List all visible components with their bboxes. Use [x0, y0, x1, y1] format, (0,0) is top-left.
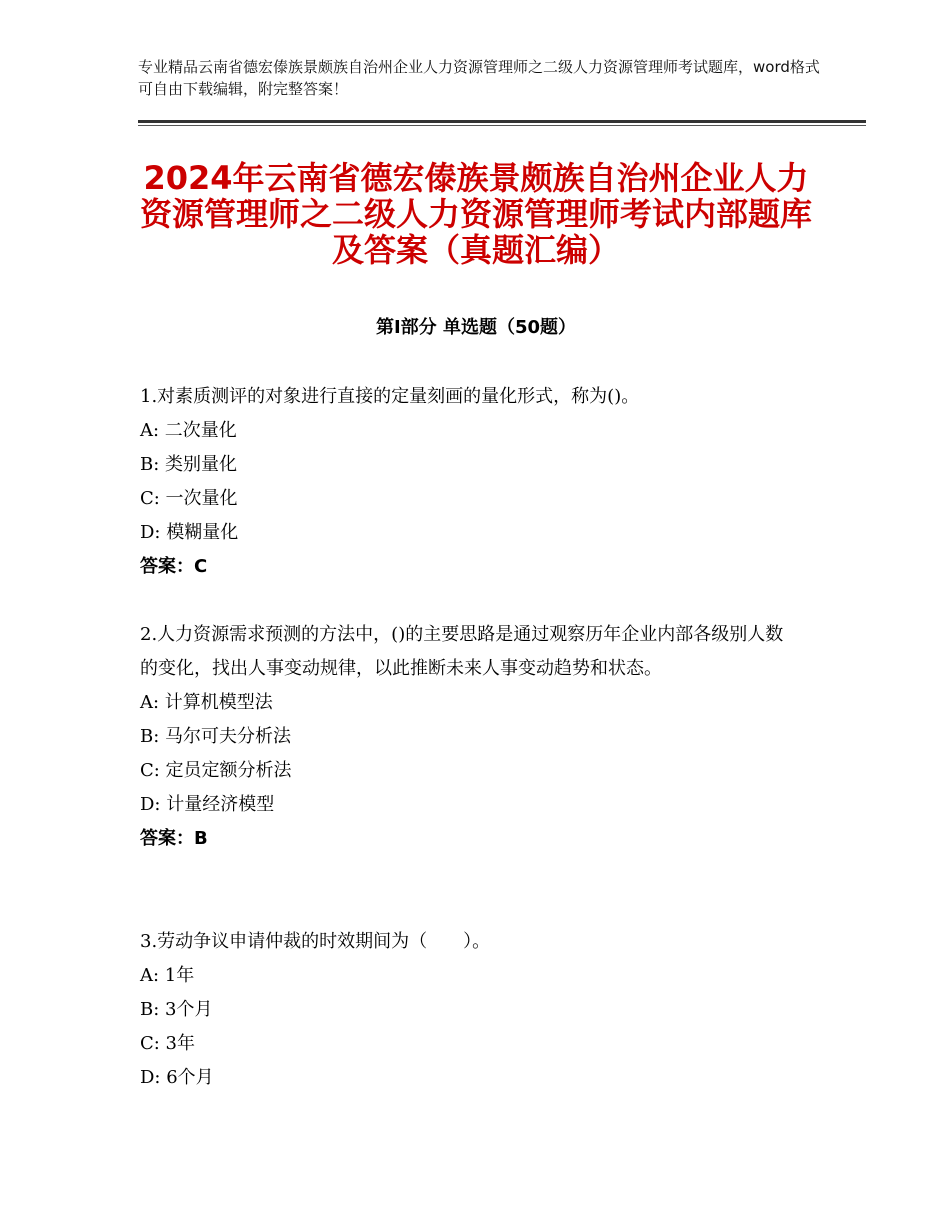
question-stem: 2.人力资源需求预测的方法中，()的主要思路是通过观察历年企业内部各级别人数的变化，找出人事变动规律，以此推断未来人事变动趋势和状态。	[140, 624, 784, 679]
question-1	[140, 380, 800, 584]
answer: 答案：B	[140, 828, 208, 849]
option-d: D: 计量经济模型	[140, 794, 275, 815]
question-3	[140, 925, 800, 1095]
question-stem: 1.对素质测评的对象进行直接的定量刻画的量化形式，称为()。	[140, 386, 640, 407]
option-a: A: 二次量化	[140, 420, 237, 441]
option-a: A: 计算机模型法	[140, 692, 273, 713]
option-b: B: 3个月	[140, 999, 213, 1020]
answer: 答案：C	[140, 556, 208, 577]
option-d: D: 6个月	[140, 1067, 214, 1088]
option-c: C: 定员定额分析法	[140, 760, 292, 781]
header-divider-thick	[138, 120, 866, 123]
option-d: D: 模糊量化	[140, 522, 239, 543]
option-b: B: 类别量化	[140, 454, 238, 475]
option-c: C: 3年	[140, 1033, 196, 1054]
header-divider-thin	[138, 125, 866, 126]
option-a: A: 1年	[140, 965, 195, 986]
header-note: 专业精品云南省德宏傣族景颇族自治州企业人力资源管理师之二级人力资源管理师考试题库，word格式可自由下载编辑，附完整答案！	[138, 58, 820, 98]
question-stem: 3.劳动争议申请仲裁的时效期间为（ ）。	[140, 931, 491, 952]
section-heading: 第Ⅰ部分 单选题（50题）	[375, 317, 576, 338]
option-b: B: 马尔可夫分析法	[140, 726, 292, 747]
question-2	[140, 618, 800, 856]
option-c: C: 一次量化	[140, 488, 238, 509]
document-title: 2024年云南省德宏傣族景颇族自治州企业人力资源管理师之二级人力资源管理师考试内部题库及答案（真题汇编）	[139, 159, 812, 269]
